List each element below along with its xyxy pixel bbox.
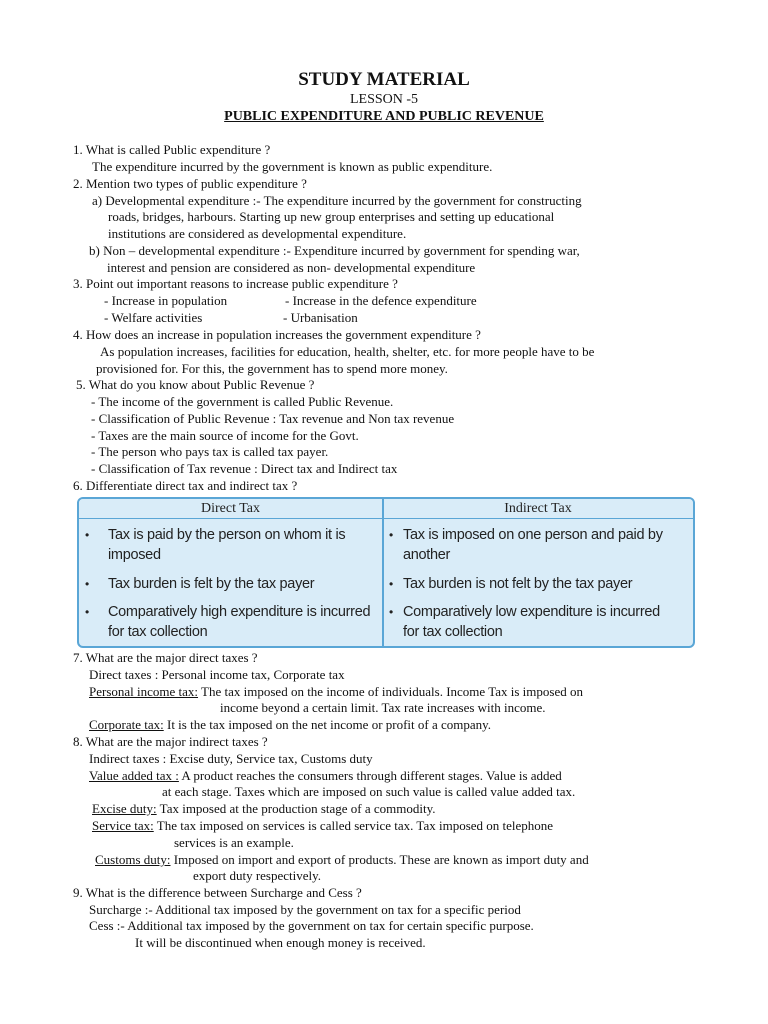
- lesson-number: LESSON -5: [349, 92, 419, 107]
- answer-8-line-6: services is an example.: [174, 835, 294, 850]
- definition-text: The tax imposed on the income of individuals. Income Tax is imposed on: [198, 684, 583, 699]
- answer-8-line-5: [92, 818, 553, 834]
- direct-row-3-line-2: for tax collection: [108, 624, 208, 640]
- answer-2b-line-2: interest and pension are considered as non- developmental expenditure: [107, 260, 476, 275]
- direct-row-1-line-2: imposed: [108, 547, 161, 563]
- lesson-subtitle: PUBLIC EXPENDITURE AND PUBLIC REVENUE: [224, 109, 544, 124]
- direct-row-3-line-1: Comparatively high expenditure is incurred: [108, 604, 371, 620]
- answer-9-line-1: Surcharge :- Additional tax imposed by the government on tax for a specific period: [89, 902, 521, 917]
- answer-8-line-4: [92, 801, 436, 817]
- indirect-row-2: Tax burden is not felt by the tax payer: [403, 576, 633, 592]
- answer-5-line-2: - Classification of Public Revenue : Tax revenue and Non tax revenue: [91, 411, 455, 426]
- table-bullet: •: [389, 528, 394, 542]
- tax-comparison-table: [77, 497, 695, 648]
- question-8: 8. What are the major indirect taxes ?: [73, 734, 268, 749]
- answer-9-line-2: Cess :- Additional tax imposed by the government on tax for certain specific purpose.: [89, 918, 534, 933]
- question-6: 6. Differentiate direct tax and indirect tax ?: [73, 478, 298, 493]
- answer-5-line-1: - The income of the government is called Public Revenue.: [91, 394, 394, 409]
- answer-3-item-2: - Increase in the defence expenditure: [285, 293, 477, 308]
- question-5: 5. What do you know about Public Revenue ?: [76, 377, 315, 392]
- answer-8-line-2: [89, 768, 562, 784]
- answer-9-line-3: It will be discontinued when enough money is received.: [135, 935, 426, 950]
- term-personal-income-tax: Personal income tax:: [89, 684, 199, 699]
- table-bullet: •: [85, 528, 90, 542]
- direct-row-2: Tax burden is felt by the tax payer: [108, 576, 315, 592]
- answer-3-item-3: - Welfare activities: [104, 310, 203, 325]
- question-7: 7. What are the major direct taxes ?: [73, 650, 258, 665]
- question-3: 3. Point out important reasons to increase public expenditure ?: [73, 276, 398, 291]
- question-9: 9. What is the difference between Surcharge and Cess ?: [73, 885, 362, 900]
- definition-text: The tax imposed on services is called service tax. Tax imposed on telephone: [153, 818, 554, 833]
- term-excise-duty: Excise duty:: [92, 801, 157, 816]
- answer-7-line-3: income beyond a certain limit. Tax rate increases with income.: [220, 700, 546, 715]
- answer-3-item-4: - Urbanisation: [283, 310, 358, 325]
- definition-text: It is the tax imposed on the net income or profit of a company.: [163, 717, 492, 732]
- answer-3-item-1: - Increase in population: [104, 293, 228, 308]
- indirect-row-3-line-2: for tax collection: [403, 624, 503, 640]
- indirect-row-3-line-1: Comparatively low expenditure is incurred: [403, 604, 660, 620]
- answer-5-line-5: - Classification of Tax revenue : Direct tax and Indirect tax: [91, 461, 398, 476]
- question-4: 4. How does an increase in population increases the government expenditure ?: [73, 327, 481, 342]
- table-bullet: •: [85, 577, 90, 591]
- table-bullet: •: [389, 605, 394, 619]
- question-1: 1. What is called Public expenditure ?: [73, 142, 271, 157]
- answer-1: The expenditure incurred by the government is known as public expenditure.: [92, 159, 493, 174]
- direct-row-1-line-1: Tax is paid by the person on whom it is: [108, 527, 346, 543]
- answer-8-line-8: export duty respectively.: [193, 868, 322, 883]
- answer-7-line-2: [89, 684, 583, 700]
- answer-8-line-1: Indirect taxes : Excise duty, Service tax, Customs duty: [89, 751, 373, 766]
- answer-2a-line-2: roads, bridges, harbours. Starting up new group enterprises and setting up educational: [108, 209, 555, 224]
- term-customs-duty: Customs duty:: [95, 852, 171, 867]
- term-value-added-tax: Value added tax :: [89, 768, 179, 783]
- direct-tax-header: Direct Tax: [79, 499, 382, 519]
- answer-4-line-2: provisioned for. For this, the government has to spend more money.: [96, 361, 448, 376]
- definition-text: Tax imposed at the production stage of a commodity.: [156, 801, 436, 816]
- definition-text: A product reaches the consumers through different stages. Value is added: [178, 768, 562, 783]
- answer-8-line-3: at each stage. Taxes which are imposed on such value is called value added tax.: [162, 784, 576, 799]
- table-column-divider: [382, 499, 384, 646]
- term-service-tax: Service tax:: [92, 818, 154, 833]
- answer-4-line-1: As population increases, facilities for education, health, shelter, etc. for more people have to be: [100, 344, 595, 359]
- answer-5-line-3: - Taxes are the main source of income for the Govt.: [91, 428, 359, 443]
- indirect-tax-header: Indirect Tax: [383, 499, 693, 519]
- question-2: 2. Mention two types of public expenditure ?: [73, 176, 307, 191]
- table-bullet: •: [389, 577, 394, 591]
- answer-7-line-4: [89, 717, 491, 733]
- page-title: STUDY MATERIAL: [298, 69, 470, 90]
- answer-8-line-7: [95, 852, 589, 868]
- definition-text: Imposed on import and export of products. These are known as import duty and: [170, 852, 589, 867]
- table-bullet: •: [85, 605, 90, 619]
- answer-2a-line-3: institutions are considered as developmental expenditure.: [108, 226, 407, 241]
- answer-2b-line-1: b) Non – developmental expenditure :- Expenditure incurred by government for spending war,: [89, 243, 580, 258]
- indirect-row-1-line-2: another: [403, 547, 451, 563]
- answer-7-line-1: Direct taxes : Personal income tax, Corporate tax: [89, 667, 345, 682]
- answer-5-line-4: - The person who pays tax is called tax payer.: [91, 444, 329, 459]
- answer-2a-line-1: a) Developmental expenditure :- The expenditure incurred by the government for constructing: [92, 193, 582, 208]
- indirect-row-1-line-1: Tax is imposed on one person and paid by: [403, 527, 663, 543]
- term-corporate-tax: Corporate tax:: [89, 717, 164, 732]
